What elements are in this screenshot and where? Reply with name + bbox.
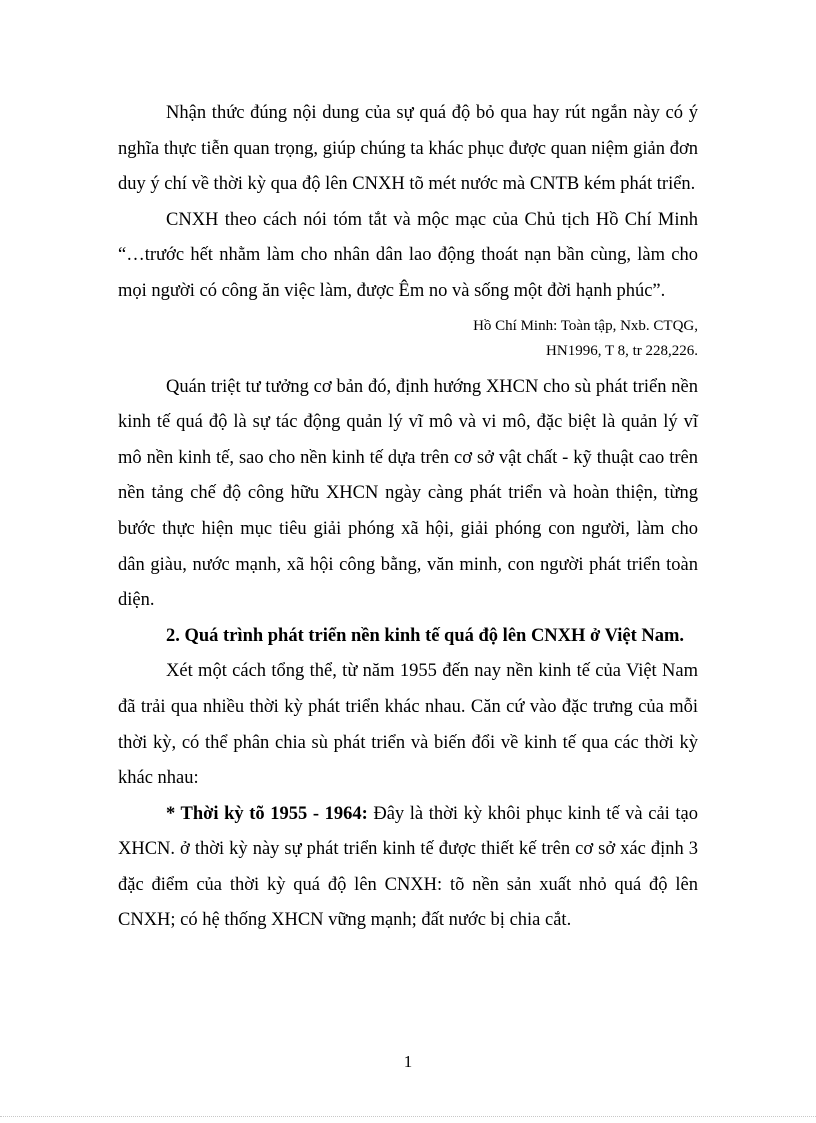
paragraph-period-1955-1964 — [118, 797, 698, 939]
section-heading: 2. Quá trình phát triển nền kinh tế quá độ lên CNXH ở Việt Nam. — [166, 625, 685, 646]
paragraph-ho-chi-minh-quote: CNXH theo cách nói tóm tắt và mộc mạc của Chủ tịch Hồ Chí Minh “…trước hết nhằm làm cho nhân dân lao động thoát nạn bần cùng, làm cho mọi người có công ăn việc làm, được Êm no và sống một đời hạnh phúc”. — [118, 209, 698, 301]
citation-line-2: HN1996, T 8, tr 228,226. — [546, 342, 698, 359]
period-text: Đây là thời kỳ khôi phục kinh tế và cải tạo XHCN. ở thời kỳ này sự phát triển kinh tế được thiết kế trên cơ sở xác định 3 đặc điểm của thời kỳ quá độ lên CNXH: tõ nền sản xuất nhỏ quá độ lên CNXH; có hệ thống XHCN vững mạnh; đất nước bị chia cắt. — [118, 803, 698, 931]
page-bottom-divider — [0, 1116, 816, 1117]
paragraph-awareness: Nhận thức đúng nội dung của sự quá độ bỏ qua hay rút ngắn này có ý nghĩa thực tiễn quan trọng, giúp chúng ta khác phục được quan niệm giản đơn duy ý chí về thời kỳ qua độ lên CNXH tõ mét nước mà CNTB kém phát triển. — [118, 103, 698, 195]
document-body — [118, 96, 698, 939]
citation — [118, 314, 698, 364]
page-number: 1 — [403, 1052, 413, 1071]
paragraph-overview: Xét một cách tổng thể, từ năm 1955 đến nay nền kinh tế của Việt Nam đã trải qua nhiều thời kỳ phát triển khác nhau. Căn cứ vào đặc trưng của mỗi thời kỳ, có thể phân chia sù phát triển và biến đổi về kinh tế qua các thời kỳ khác nhau: — [118, 661, 698, 789]
paragraph-socialist-orientation: Quán triệt tư tưởng cơ bản đó, định hướng XHCN cho sù phát triển nền kinh tế quá độ là sự tác động quản lý vĩ mô và vi mô, đặc biệt là quản lý vĩ mô nền kinh tế, sao cho nền kinh tế dựa trên cơ sở vật chất - kỹ thuật cao trên nền tảng chế độ công hữu XHCN ngày càng phát triển và hoàn thiện, từng bước thực hiện mục tiêu giải phóng xã hội, giải phóng con người, làm cho dân giàu, nước mạnh, xã hội công bằng, văn minh, con người phát triển toàn diện. — [118, 376, 698, 611]
citation-line-1: Hồ Chí Minh: Toàn tập, Nxb. CTQG, — [473, 317, 698, 334]
period-label: * Thời kỳ tõ 1955 - 1964: — [166, 803, 368, 824]
